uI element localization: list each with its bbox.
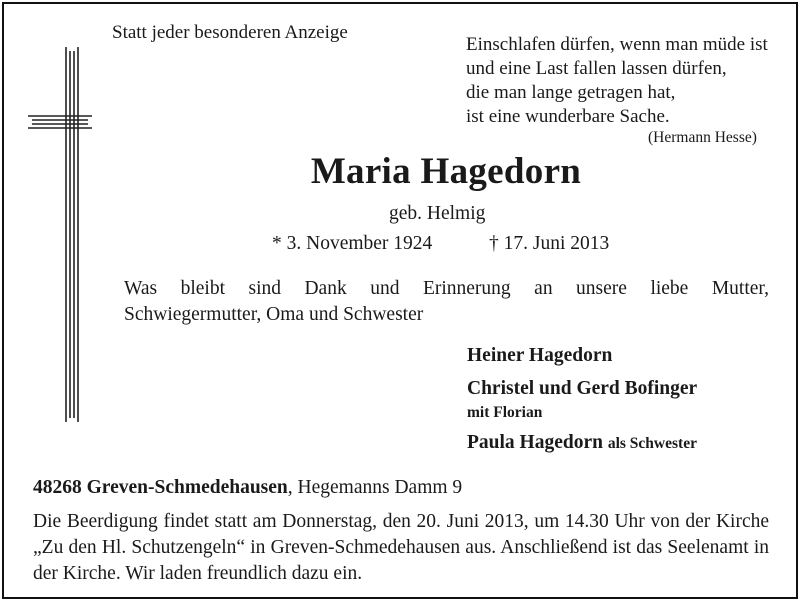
cross-icon (28, 47, 98, 427)
address (33, 477, 462, 499)
deceased-name: Maria Hagedorn (310, 151, 582, 192)
family-member: Paula Hagedorn (467, 432, 603, 453)
intro-line: Schwiegermutter, Oma und Schwester (124, 304, 424, 325)
intro-text (124, 276, 769, 328)
family-member: Heiner Hagedorn (467, 345, 613, 366)
quote-line: die man lange getragen hat, (466, 82, 676, 103)
family-member-row (467, 432, 697, 454)
address-street: , Hegemanns Damm 9 (287, 477, 463, 498)
funeral-info: Die Beerdigung findet statt am Donnerstag, den 20. Juni 2013, um 14.30 Uhr von der Kirche „Zu den Hl. Schutzengeln“ in Greven-Schmedehausen aus. Anschließend ist das Seelenamt in der Kirche. Wir laden freundlich dazu ein. (33, 511, 769, 584)
quote-line: ist eine wunderbare Sache. (466, 106, 670, 127)
poem-quote (466, 33, 786, 129)
death-date: † 17. Juni 2013 (489, 233, 610, 254)
birth-date: * 3. November 1924 (272, 233, 433, 254)
intro-line: Was bleibt sind Dank und Erinnerung an unsere liebe Mutter, (124, 278, 769, 299)
quote-line: Einschlafen dürfen, wenn man müde ist (466, 34, 768, 55)
quote-author: (Hermann Hesse) (648, 129, 757, 146)
family-member: Christel und Gerd Bofinger (467, 378, 698, 399)
notice-header: Statt jeder besonderen Anzeige (112, 22, 348, 43)
quote-line: und eine Last fallen lassen dürfen, (466, 58, 727, 79)
family-note: als Schwester (607, 435, 697, 452)
address-city: 48268 Greven-Schmedehausen (33, 477, 288, 498)
birth-name: geb. Helmig (389, 203, 486, 224)
family-note: mit Florian (467, 404, 543, 421)
